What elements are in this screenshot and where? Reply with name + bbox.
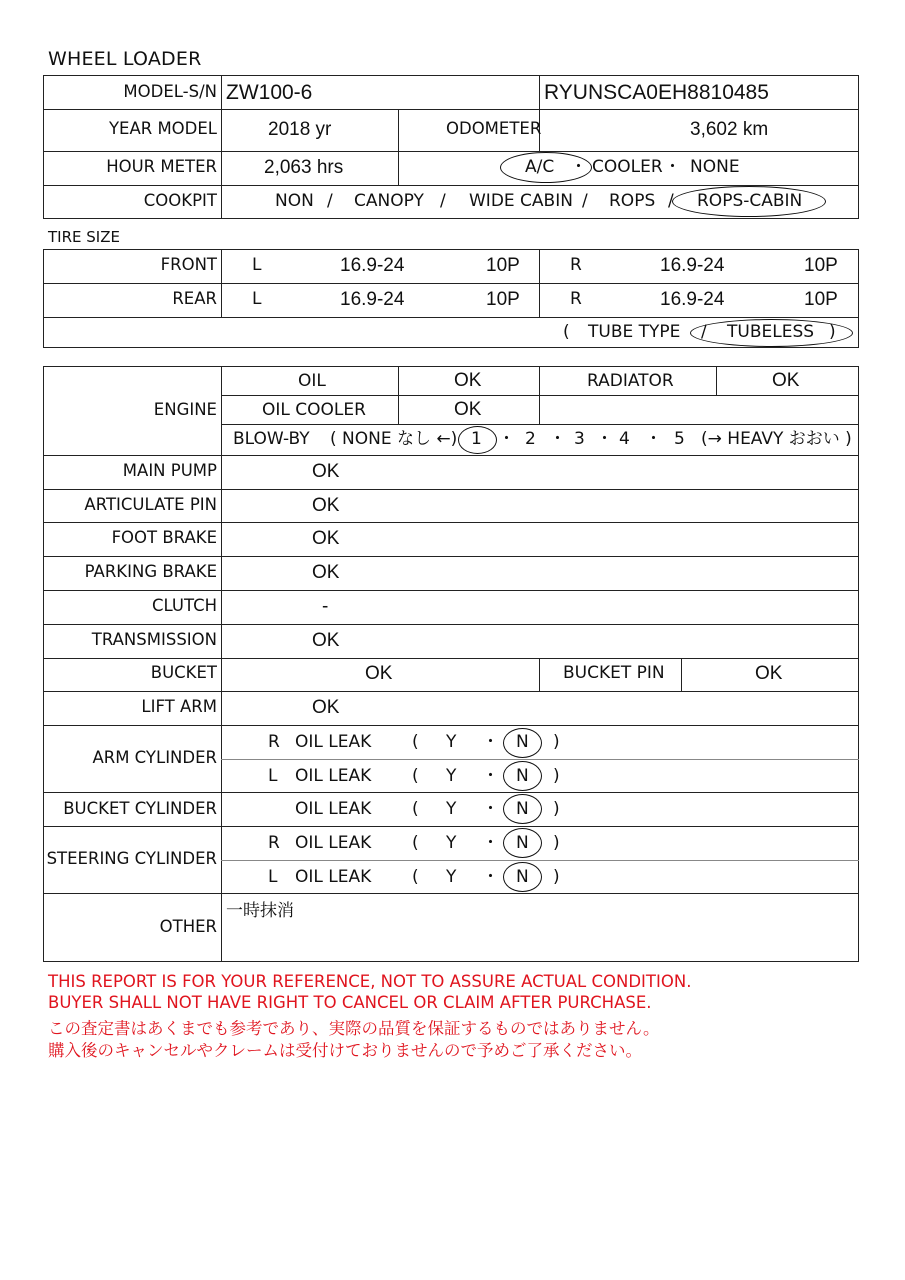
cookpit-wide-cabin: WIDE CABIN — [469, 191, 573, 211]
oil-leak-label: OIL LEAK — [295, 833, 372, 853]
oil-cooler-label: OIL COOLER — [262, 400, 366, 420]
other-label: OTHER — [159, 917, 217, 936]
no-option: N — [516, 766, 529, 786]
rear-left-size: 16.9-24 — [340, 289, 405, 310]
tubeless-option: TUBELESS — [727, 322, 815, 342]
paren-open: ( — [412, 833, 419, 853]
odometer-value: 3,602 km — [690, 119, 769, 140]
ac-separator: ・ — [664, 157, 681, 177]
front-left-ply: 10P — [486, 255, 520, 276]
hour-meter-label: HOUR METER — [106, 157, 217, 176]
blowby-heavy-text: (→ HEAVY おおい ) — [701, 429, 852, 449]
front-right-ply: 10P — [804, 255, 838, 276]
paren-open: ( — [412, 732, 419, 752]
blowby-dot: ・ — [549, 429, 566, 449]
no-option: N — [516, 799, 529, 819]
oil-value: OK — [454, 370, 482, 391]
lift-arm-label: LIFT ARM — [141, 697, 217, 716]
cookpit-rops: ROPS — [609, 191, 656, 211]
blowby-dot: ・ — [498, 429, 515, 449]
radiator-label: RADIATOR — [587, 371, 674, 391]
blowby-scale-3: 3 — [574, 429, 585, 449]
blowby-scale-4: 4 — [619, 429, 630, 449]
dot-separator: ・ — [482, 799, 499, 819]
paren-close: ) — [553, 833, 560, 853]
dot-separator: ・ — [482, 833, 499, 853]
no-selected-circle — [503, 862, 542, 892]
blowby-dot: ・ — [645, 429, 662, 449]
rear-right-marker: R — [570, 289, 582, 309]
main-pump-label: MAIN PUMP — [122, 461, 217, 480]
bucket-label: BUCKET — [150, 663, 217, 682]
tube-type-option: TUBE TYPE — [588, 322, 681, 342]
oil-leak-label: OIL LEAK — [295, 867, 372, 887]
paren-open: ( — [412, 766, 419, 786]
cookpit-label: COOKPIT — [143, 191, 217, 210]
engine-label: ENGINE — [153, 400, 217, 419]
side-marker: R — [268, 833, 280, 853]
bucket-pin-label: BUCKET PIN — [563, 663, 665, 683]
bucket-pin-value: OK — [755, 663, 783, 684]
clutch-label: CLUTCH — [151, 596, 217, 615]
page-title: WHEEL LOADER — [48, 48, 202, 70]
blowby-label: BLOW-BY — [233, 429, 310, 449]
paren-open: ( — [563, 322, 570, 342]
blowby-dot: ・ — [596, 429, 613, 449]
articulate-pin-value: OK — [312, 495, 340, 516]
tire-size-label: TIRE SIZE — [48, 228, 120, 246]
oil-cooler-value: OK — [454, 399, 482, 420]
steering-cylinder-label: STEERING CYLINDER — [46, 849, 217, 868]
oil-leak-label: OIL LEAK — [295, 799, 372, 819]
paren-close: ) — [553, 766, 560, 786]
dot-separator: ・ — [482, 867, 499, 887]
model-value: ZW100-6 — [226, 81, 313, 104]
foot-brake-value: OK — [312, 528, 340, 549]
articulate-pin-label: ARTICULATE PIN — [84, 495, 217, 514]
odometer-label: ODOMETER — [446, 119, 542, 138]
blowby-scale-1: 1 — [471, 429, 482, 449]
front-right-marker: R — [570, 255, 582, 275]
rear-left-marker: L — [252, 289, 262, 309]
rear-left-ply: 10P — [486, 289, 520, 310]
paren-close: ) — [829, 322, 836, 342]
no-option: N — [516, 833, 529, 853]
front-left-size: 16.9-24 — [340, 255, 405, 276]
cooler-option: COOLER — [592, 157, 663, 177]
rear-right-ply: 10P — [804, 289, 838, 310]
cookpit-slash: / — [582, 191, 588, 211]
no-option: N — [516, 732, 529, 752]
yes-option: Y — [446, 766, 457, 786]
no-selected-circle — [503, 828, 542, 858]
paren-open: ( — [412, 799, 419, 819]
no-selected-circle — [503, 761, 542, 791]
dot-separator: ・ — [482, 766, 499, 786]
disclaimer-line-3: この査定書はあくまでも参考であり、実際の品質を保証するものではありません。 — [48, 1019, 660, 1038]
arm-cylinder-label: ARM CYLINDER — [92, 748, 217, 767]
cookpit-selected-circle — [672, 186, 826, 217]
oil-leak-label: OIL LEAK — [295, 732, 372, 752]
parking-brake-value: OK — [312, 562, 340, 583]
side-marker: L — [268, 766, 278, 786]
disclaimer-line-4: 購入後のキャンセルやクレームは受付けておりませんので予めご了承ください。 — [48, 1041, 642, 1060]
rear-label: REAR — [172, 289, 217, 308]
year-value: 2018 yr — [268, 119, 332, 140]
radiator-value: OK — [772, 370, 800, 391]
serial-value: RYUNSCA0EH8810485 — [544, 81, 769, 104]
blowby-none-text: ( NONE なし ←) — [330, 429, 458, 449]
none-option: NONE — [690, 157, 740, 177]
other-note: 一時抹消 — [226, 901, 294, 921]
no-selected-circle — [503, 728, 542, 758]
no-selected-circle — [503, 794, 542, 824]
paren-close: ) — [553, 732, 560, 752]
parking-brake-label: PARKING BRAKE — [84, 562, 217, 581]
year-model-label: YEAR MODEL — [108, 119, 217, 138]
ac-option: A/C — [525, 157, 555, 177]
yes-option: Y — [446, 867, 457, 887]
bucket-value: OK — [365, 663, 393, 684]
tube-slash: / — [701, 322, 707, 342]
cookpit-slash: / — [668, 191, 674, 211]
side-marker: L — [268, 867, 278, 887]
transmission-value: OK — [312, 630, 340, 651]
yes-option: Y — [446, 833, 457, 853]
oil-label: OIL — [298, 371, 326, 391]
ac-separator: ・ — [570, 157, 587, 177]
cookpit-canopy: CANOPY — [354, 191, 424, 211]
cookpit-rops-cabin: ROPS-CABIN — [697, 191, 803, 211]
main-pump-value: OK — [312, 461, 340, 482]
paren-open: ( — [412, 867, 419, 887]
paren-close: ) — [553, 867, 560, 887]
tubeless-selected-circle — [690, 319, 853, 347]
foot-brake-label: FOOT BRAKE — [111, 528, 217, 547]
hours-value: 2,063 hrs — [264, 157, 344, 178]
blowby-selected-circle — [458, 426, 497, 454]
bucket-cylinder-label: BUCKET CYLINDER — [63, 799, 217, 818]
model-sn-label: MODEL-S/N — [123, 82, 217, 101]
front-label: FRONT — [160, 255, 217, 274]
disclaimer-line-1: THIS REPORT IS FOR YOUR REFERENCE, NOT TO ASSURE ACTUAL CONDITION. — [48, 972, 692, 991]
rear-right-size: 16.9-24 — [660, 289, 725, 310]
front-right-size: 16.9-24 — [660, 255, 725, 276]
blowby-scale-5: 5 — [674, 429, 685, 449]
disclaimer-line-2: BUYER SHALL NOT HAVE RIGHT TO CANCEL OR CLAIM AFTER PURCHASE. — [48, 993, 652, 1012]
paren-close: ) — [553, 799, 560, 819]
blowby-scale-2: 2 — [525, 429, 536, 449]
transmission-label: TRANSMISSION — [91, 630, 217, 649]
ac-selected-circle — [500, 152, 592, 183]
oil-leak-label: OIL LEAK — [295, 766, 372, 786]
cookpit-slash: / — [327, 191, 333, 211]
yes-option: Y — [446, 732, 457, 752]
cookpit-non: NON — [275, 191, 314, 211]
no-option: N — [516, 867, 529, 887]
yes-option: Y — [446, 799, 457, 819]
front-left-marker: L — [252, 255, 262, 275]
clutch-value: - — [322, 596, 329, 617]
lift-arm-value: OK — [312, 697, 340, 718]
dot-separator: ・ — [482, 732, 499, 752]
cookpit-slash: / — [440, 191, 446, 211]
side-marker: R — [268, 732, 280, 752]
